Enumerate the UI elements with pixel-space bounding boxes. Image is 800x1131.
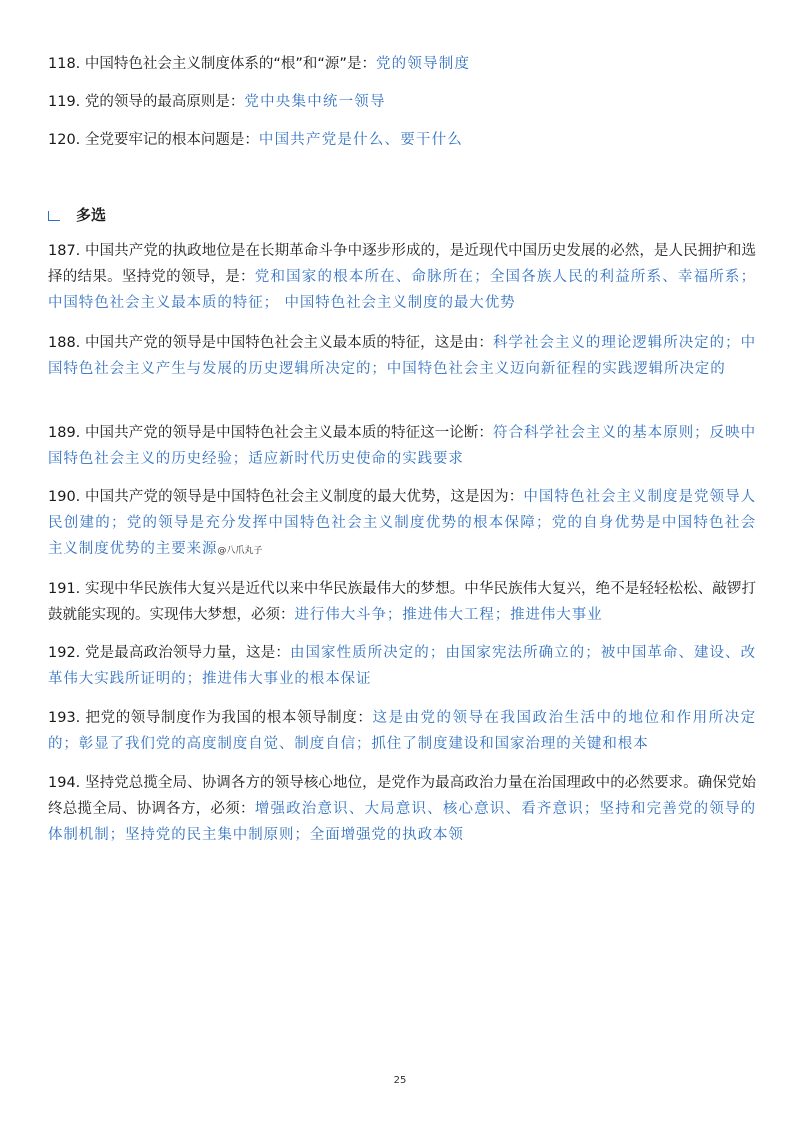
question-192	[48, 640, 756, 692]
question-text: 188. 中国共产党的领导是中国特色社会主义最本质的特征，这是由：	[48, 335, 494, 351]
question-190	[48, 484, 756, 564]
checkbox-icon	[48, 211, 60, 221]
section-header-multiple-choice	[48, 204, 106, 225]
question-text: 120. 全党要牢记的根本问题是：	[48, 132, 259, 148]
question-194	[48, 770, 756, 848]
answer-text: 中国共产党是什么、要干什么	[258, 132, 464, 148]
page-number: 25	[393, 1075, 407, 1086]
answer-text: 这是由党的领导在我国政治生活中的地位和作用所决定的；彰显了我们党的高度制度自觉、制度自信；抓住了制度建设和国家治理的关键和根本	[48, 710, 756, 752]
answer-text: 党的领导制度	[375, 56, 471, 72]
question-text: 194. 坚持党总揽全局、协调各方的领导核心地位，是党作为最高政治力量在治国理政中的必然要求。确保党始终总揽全局、协调各方，必须：	[48, 775, 756, 817]
question-188	[48, 330, 756, 382]
watermark-text: @八爪丸子	[217, 546, 263, 556]
answer-text: 增强政治意识、大局意识、核心意识、看齐意识；坚持和完善党的领导的体制机制；坚持党的民主集中制原则；全面增强党的执政本领	[48, 801, 757, 843]
question-text: 193. 把党的领导制度作为我国的根本领导制度：	[48, 710, 373, 726]
question-text: 191. 实现中华民族伟大复兴是近代以来中华民族最伟大的梦想。中华民族伟大复兴，绝不是轻轻松松、敲锣打鼓就能实现的。实现伟大梦想，必须：	[48, 581, 756, 623]
question-189	[48, 420, 756, 472]
question-191	[48, 576, 756, 628]
answer-text: 符合科学社会主义的基本原则；反映中国特色社会主义的历史经验；适应新时代历史使命的实践要求	[48, 425, 756, 467]
question-text: 187. 中国共产党的执政地位是在长期革命斗争中逐步形成的，是近现代中国历史发展的必然，是人民拥护和选择的结果。坚持党的领导，是：	[48, 243, 756, 285]
question-text: 190. 中国共产党的领导是中国特色社会主义制度的最大优势，这是因为：	[48, 489, 524, 505]
answer-text: 党中央集中统一领导	[244, 94, 386, 110]
question-120	[48, 130, 758, 150]
question-118	[48, 54, 758, 74]
answer-text: 科学社会主义的理论逻辑所决定的；中国特色社会主义产生与发展的历史逻辑所决定的；中国特色社会主义迈向新征程的实践逻辑所决定的	[48, 335, 756, 377]
question-187	[48, 238, 756, 316]
question-text: 118. 中国特色社会主义制度体系的“根”和“源”是：	[48, 56, 376, 72]
answer-text: 党和国家的根本所在、命脉所在；全国各族人民的利益所系、幸福所系； 中国特色社会主义最本质的特征； 中国特色社会主义制度的最大优势	[48, 269, 757, 311]
answer-text: 由国家性质所决定的；由国家宪法所确立的；被中国革命、建设、改革伟大实践所证明的；推进伟大事业的根本保证	[48, 645, 756, 687]
answer-text: 进行伟大斗争；推进伟大工程；推进伟大事业	[294, 607, 603, 623]
question-text: 189. 中国共产党的领导是中国特色社会主义最本质的特征这一论断：	[48, 425, 494, 441]
question-119	[48, 92, 758, 112]
section-title: 多选	[76, 206, 107, 224]
question-text: 192. 党是最高政治领导力量，这是：	[48, 645, 290, 661]
question-text: 119. 党的领导的最高原则是：	[48, 94, 245, 110]
answer-text: 中国特色社会主义制度是党领导人民创建的；党的领导是充分发挥中国特色社会主义制度优势的根本保障；党的自身优势是中国特色社会主义制度优势的主要来源	[48, 489, 756, 557]
question-193	[48, 705, 756, 757]
